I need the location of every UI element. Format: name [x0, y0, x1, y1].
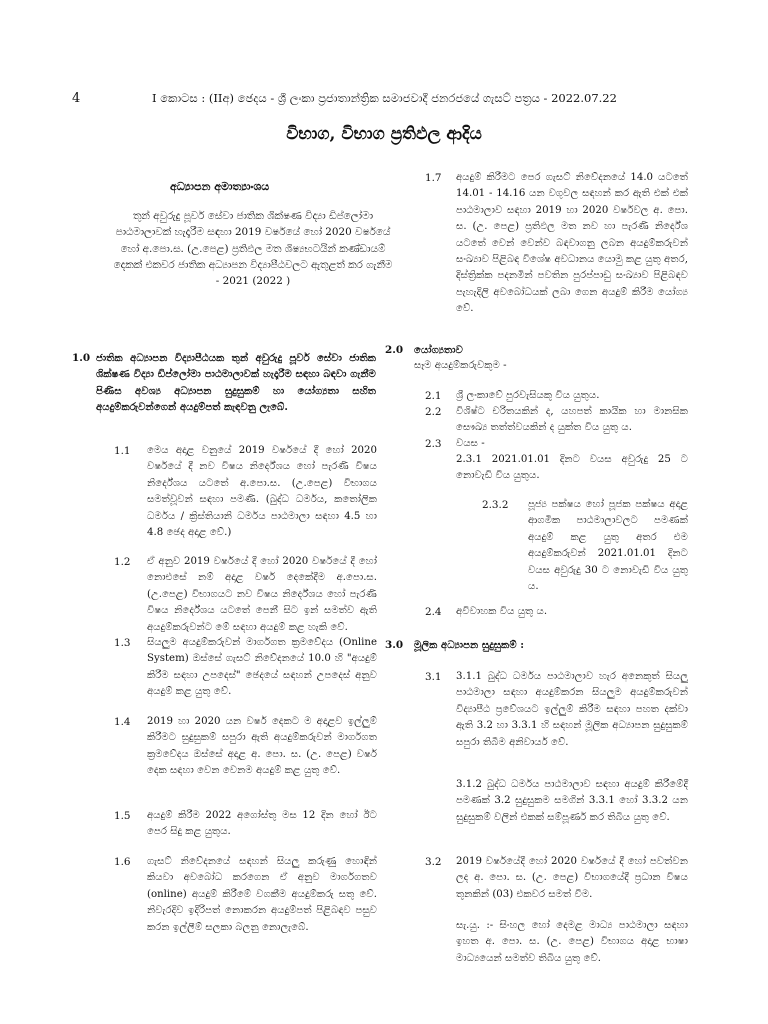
running-head: I කොටස : (IIඅ) ඡෙදය - ශ්‍රී ලංකා ප්‍රජාතාන්ත්‍රික සමාජවාදී ජනරජයේ ගැසට් පත්‍රය - 2022.07.22: [152, 91, 617, 105]
clause-2-1-text: ශ්‍රී ලංකාවේ පුරවැසියකු විය යුතුය.: [456, 390, 600, 401]
page-title: විභාග, විභාග ප්‍රතිඵල ආදිය: [286, 124, 482, 144]
clause-2-2-text: විශිෂ්ට චරිතයකින් ද, යහපත් කායික හා මානසික සෞඛ්‍ය තත්ත්වයකින් ද යුක්ත විය යුතු ය.: [456, 406, 688, 434]
clause-1-2-text: ඒ අනුව 2019 වර්ෂයේ දී හෝ 2020 වර්ෂයේ දී හෝ නොඑසේ නම් අදාළ වර්ෂ දෙකේදීම අ.පො.ස. (උ.පෙළ) විභාගයට නව විෂය නිර්දේශය හෝ පැරණි විෂය නිර්දේශය යටතේ පෙනී සිට ඉන් සමත්ව ඇති අයදුම්කරුවන්ට මේ සඳහා අයදුම් කළ හැකි වේ.: [147, 556, 377, 633]
clause-1-5-text: අයදුම් කිරීම 2022 අගෝස්තු මස 12 දින හෝ ඊට පෙර සිදු කළ යුතුය.: [147, 810, 377, 838]
clause-number: 2.3.2: [482, 499, 509, 511]
section-number: 3.0: [385, 639, 404, 651]
clause-3-1-2-text: 3.1.2 බුද්ධ ධර්මය පාඨමාලාව සඳහා අයදුම් කිරීමේදී පමණක් 3.2 සුදුසුකම සමගින් 3.3.1 හෝ 3.3.2 යන සුදුසුකම් වලින් එකක් සම්පූර්ණ කර තිබිය යුතු වේ.: [456, 779, 688, 823]
clause-number: 1.3: [114, 637, 131, 649]
section-2-0-title: යෝග්‍යතාව: [414, 344, 463, 356]
clause-number: 1.5: [114, 810, 131, 822]
section-number: 1.0: [72, 352, 91, 364]
clause-1-7-text: අයදුම් කිරීමට පෙර ගැසට් නිවේදනයේ 14.0 යටතේ 14.01 - 14.16 යන වගුවල සඳහන් කර ඇති එක් එක් පාඨමාලාව සඳහා 2019 හා 2020 වර්ෂවල අ. පො. ස. (උ. පෙළ) ප්‍රතිඵල මත නව හා පැරණි නිර්දේශ යටතේ වෙන් වෙන්ව බඳවාගනු ලබන අයදුම්කරුවන් සංඛ්‍යාව පිළිබඳ විශේෂ අවධානය යොමු කළ යුතු අතර, දිස්ත්‍රික්ක පදනමින් පවතින පුරප්පාඩු සංඛ්‍යාව පිළිබඳව පැහැදිලි අවබෝධයක් ලබා ගෙන අයදුම් කිරීම යෝග්‍ය වේ.: [456, 172, 688, 315]
clause-number: 1.2: [114, 556, 131, 568]
section-1-0-text: ජාතික අධ්‍යාපන විද්‍යාපීඨයක තුන් අවුරුදු පූර්ව සේවා ජාතික ශික්ෂණ විද්‍යා ඩිප්ලෝමා පාඨමාලාවක් හැදෑරීම සඳහා බඳවා ගැනීම පිණිස අවශ්‍ය අධ්‍යාපන සුදුසුකම් හා යෝග්‍යතා සහිත අයදුම්කරුවන්ගෙන් අයදුම්පත් කැඳවනු ලැබේ.: [96, 352, 376, 414]
clause-1-1-text: මෙය අදාළ වනුයේ 2019 වර්ෂයේ දී හෝ 2020 වර්ෂයේ දී නව විෂය නිර්දේශය හෝ පැරණි විෂය නිර්දේශය යටතේ අ.පො.ස. (උ.පෙළ) විභාගය සමත්වූවන් සඳහා පමණි. (බුද්ධ ධර්මය, කතෝලික ධර්මය / ක්‍රිස්තියානි ධර්මය පාඨමාලා සඳහා 4.5 හා 4.8 ඡෙද අදාළ වේ.): [147, 445, 377, 539]
clause-number: 2.4: [425, 606, 442, 618]
page-number: 4: [72, 91, 81, 106]
clause-2-3-2-text: පූජ්‍ය පක්ෂය හෝ පූජක පක්ෂය අදාළ ආගමික පාඨමාලාවලට පමණක් අයදුම් කළ යුතු අතර එම අයදුම්කරුවන් 2021.01.01 දිනට වයස අවුරුදු 30 ට නොවැඩි විය යුතු ය.: [528, 499, 688, 593]
section-3-0-title: මූලික අධ්‍යාපන සුදුසුකම් :: [414, 639, 524, 651]
section-2-0-subtitle: සෑම අයදුම්කරුවකුම -: [414, 360, 507, 371]
clause-3-1-1-text: 3.1.1 බුද්ධ ධර්මය පාඨමාලාව හැර අනෙකුත් සියලු පාඨමාලා සඳහා අයදුම්කරන සියලුම අයදුම්කරුවන් විද්‍යාපීඨ ප්‍රවේශයට ඉල්ලුම් කිරීම සඳහා පහත දක්වා ඇති 3.2 හා 3.3.1 හි සඳහන් මූලික අධ්‍යාපන සුදුසුකම් සපුරා තිබීම අනිවාර්ය වේ.: [456, 671, 688, 748]
clause-number: 1.4: [114, 716, 131, 728]
clause-number: 2.1: [425, 390, 442, 402]
clause-1-3-text: සියලුම අයදුම්කරුවන් මාර්ගගත ක්‍රමවේදය (Online System) ඔස්සේ ගැසට් නිවේදනයේ 10.0 හි "අයදුම් කිරීම සඳහා උපදෙස්" ඡෙදයේ සඳහන් උපදෙස් අනුව අයදුම් කළ යුතු වේ.: [147, 637, 377, 698]
clause-1-4-text: 2019 හා 2020 යන වර්ෂ දෙකට ම අදාළව ඉල්ලුම් කිරීමට සුදුසුකම් සපුරා ඇති අයදුම්කරුවන් මාර්ගගත ක්‍රමවේදය ඔස්සේ අදාළ අ. පො. ස. (උ. පෙළ) වර්ෂ දෙක සඳහා වෙන වෙනම අයදුම් කළ යුතු වේ.: [147, 716, 377, 777]
notice-intro: තුන් අවුරුදු පූර්ව සේවා ජාතික ශික්ෂණ විද්‍යා ඩිප්ලෝමා පාඨමාලාවක් හැදෑරීම සඳහා 2019 වර්ෂයේ හෝ 2020 වර්ෂයේ හෝ අ.පො.ස. (උ.පෙළ) ප්‍රතිඵල මත ශිෂ්‍යභටයින් කණ්ඩායම් දෙකක් එකවර ජාතික අධ්‍යාපන විද්‍යාපීඨවලට ඇතුළත් කර ගැනීම - 2021 (2022 ): [113, 210, 393, 288]
clause-number: 2.2: [425, 406, 442, 418]
clause-2-3-1-text: 2.3.1 2021.01.01 දිනට වයස අවුරුදු 25 ට නොවැඩි විය යුතුය.: [456, 454, 688, 482]
clause-3-2-note: සැ.යු. :- සිංහල හෝ දෙමළ මාධ්‍ය පාඨමාලා සඳහා ඉහත අ. පො. ස. (උ. පෙළ) විභාගය අදාළ භාෂා මාධ්‍යයෙන් සමත්ව තිබිය යුතු වේ.: [456, 920, 688, 964]
clause-1-6-text: ගැසට් නිවේදනයේ සඳහන් සියලු කරුණු හොඳින් කියවා අවබෝධ කරගෙන ඒ අනුව මාර්ගගතව (online) අයදුම් කිරීමේ වගකීම අයදුම්කරු සතු වේ. නිවැරදිව ඉදිරිපත් නොකරන අයදුම්පත් පිළිබඳව පසුව කරන ඉල්ලීම් සලකා බලනු නොලැබේ.: [147, 856, 377, 933]
clause-number: 3.2: [425, 856, 442, 868]
clause-number: 1.7: [425, 172, 442, 184]
clause-number: 3.1: [425, 671, 442, 683]
clause-number: 2.3: [425, 438, 442, 450]
clause-number: 1.6: [114, 856, 131, 868]
clause-2-4-text: අවිවාහක විය යුතු ය.: [456, 606, 548, 617]
ministry-heading: අධ්‍යාපන අමාත්‍යාංශය: [170, 180, 270, 193]
clause-2-3-text: වයස -: [456, 438, 485, 449]
clause-number: 1.1: [114, 445, 131, 457]
clause-3-2-text: 2019 වර්ෂයේදී හෝ 2020 වර්ෂයේ දී හෝ පවත්වන ලද අ. පො. ස. (උ. පෙළ) විභාගයේදී ප්‍රධාන විෂය තුනකින් (03) එකවර සමත් වීම.: [456, 856, 688, 900]
section-number: 2.0: [385, 344, 404, 356]
